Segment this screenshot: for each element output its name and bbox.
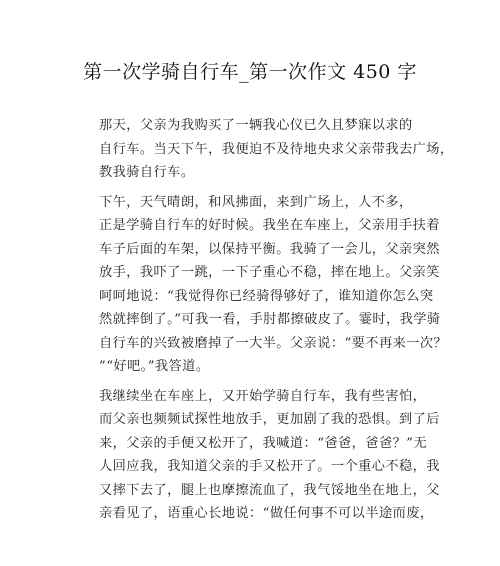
text-line: 又摔下去了，腿上也摩擦流血了，我气馁地坐在地上，父 — [99, 482, 440, 498]
text-line: 亲看见了，语重心长地说：“做任何事不可以半途而废， — [99, 506, 434, 521]
paragraph-3 — [99, 385, 440, 526]
text-line: 正是学骑自行车的好时候。我坐在车座上，父亲用手扶着 — [99, 218, 440, 233]
text-line: 而父亲也频频试探性地放手，更加剧了我的恐惧。到了后 — [99, 412, 440, 427]
text-line: 呵呵地说：“我觉得你已经骑得够好了，谁知道你怎么突 — [99, 288, 434, 304]
text-line: 自行车。当天下午，我便迫不及待地央求父亲带我去广场， — [99, 141, 454, 157]
text-line: 下午，天气晴朗，和风拂面，来到广场上，人不多， — [99, 194, 413, 210]
text-line: 教我骑自行车。 — [99, 165, 195, 180]
text-line: 来，父亲的手便又松开了，我喊道：“爸爸，爸爸？”无 — [99, 435, 428, 451]
text-line: 车子后面的车架，以保持平衡。我骑了一会儿，父亲突然 — [99, 241, 440, 257]
text-line: 我继续坐在车座上，又开始学骑自行车，我有些害怕， — [99, 388, 427, 404]
paragraph-1 — [99, 114, 454, 185]
text-line: 那天，父亲为我购买了一辆我心仪已久且梦寐以求的 — [99, 118, 413, 133]
text-line: ”“好吧。”我答道。 — [99, 359, 210, 374]
paragraph-2 — [99, 191, 448, 379]
text-line: 放手，我吓了一跳，一下子重心不稳，摔在地上。父亲笑 — [99, 265, 440, 280]
document-title: 第一次学骑自行车_第一次作文 450 字 — [83, 61, 417, 83]
text-line: 自行车的兴致被磨掉了一大半。父亲说：“要不再来一次？ — [99, 335, 448, 351]
text-line: 然就摔倒了。”可我一看，手肘都擦破皮了。霎时，我学骑 — [99, 312, 441, 327]
document-body — [99, 114, 454, 532]
text-line: 人回应我，我知道父亲的手又松开了。一个重心不稳，我 — [99, 459, 440, 474]
